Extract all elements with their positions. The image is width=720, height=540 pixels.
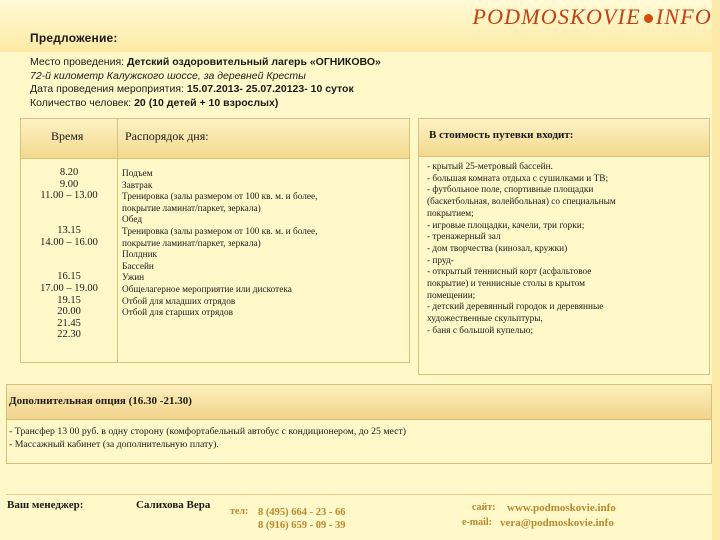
- activity-line: Ужин: [122, 273, 145, 284]
- time-cell: 16.15: [57, 271, 81, 283]
- people-line: [30, 97, 381, 111]
- address-line: 72-й километр Калужского шоссе, за деревней Кресты: [30, 69, 306, 82]
- activity-line: Подъем: [122, 169, 153, 179]
- logo-text-right: INFO: [655, 4, 712, 29]
- schedule-table: [20, 118, 410, 363]
- phone-label: тел:: [230, 506, 249, 517]
- event-info: [30, 56, 381, 110]
- time-cell: 17.00 – 19.00: [40, 282, 98, 294]
- activity-line: покрытие ламинат/паркет, зеркала): [122, 203, 261, 214]
- right-edge-band: [712, 0, 720, 540]
- time-cell: 9.00: [59, 178, 79, 190]
- time-cell: 8.20: [59, 167, 79, 178]
- site-link[interactable]: www.podmoskovie.info: [507, 502, 616, 514]
- activity-line: Завтрак: [122, 180, 153, 191]
- option-box: [6, 384, 712, 464]
- time-cell: 22.30: [57, 329, 81, 341]
- included-item: - тренажерный зал: [427, 232, 501, 243]
- activity-line: покрытие ламинат/паркет, зеркала): [122, 238, 261, 249]
- included-table: [418, 118, 710, 375]
- date-label: Дата проведения мероприятия:: [30, 83, 184, 95]
- included-item: - игровые площадки, качели, три горки;: [427, 220, 585, 231]
- time-cell: 13.15: [57, 224, 81, 236]
- option-item: - Массажный кабинет (за дополнительную плату).: [9, 438, 219, 450]
- activity-line: Бассейн: [122, 261, 154, 272]
- schedule-divider: [117, 119, 118, 362]
- included-item: - большая комната отдыха с сушилками и ТВ;: [427, 173, 609, 184]
- manager-label: Ваш менеджер:: [7, 499, 84, 511]
- included-item: покрытие) и теннисные столы в крытом: [427, 279, 586, 290]
- page-title: Предложение:: [30, 31, 118, 45]
- time-cell: [21, 248, 117, 260]
- included-item: - дом творчества (кинозал, кружки): [427, 243, 568, 254]
- plan-header: Распорядок дня:: [125, 129, 209, 143]
- activity-column: [122, 169, 407, 320]
- included-item: - баня с большой купелью;: [427, 325, 534, 336]
- place-value: Детский оздоровительный лагерь «ОГНИКОВО»: [127, 56, 381, 68]
- time-cell: 19.15: [57, 294, 81, 306]
- place-label: Место проведения:: [30, 56, 125, 68]
- time-column: [21, 167, 117, 341]
- time-cell: 11.00 – 13.00: [40, 190, 98, 202]
- activity-line: Тренировка (залы размером от 100 кв. м. и более,: [122, 192, 318, 203]
- people-label: Количество человек:: [30, 96, 132, 109]
- manager-name: Салихова Вера: [136, 499, 211, 511]
- footer: [0, 488, 720, 540]
- option-title: Дополнительная опция (16.30 -21.30): [9, 395, 192, 407]
- time-cell: 14.00 – 16.00: [40, 236, 98, 248]
- included-item: - детский деревянный городок и деревянные: [427, 302, 604, 313]
- time-cell: [21, 202, 117, 214]
- footer-divider: [6, 494, 712, 495]
- time-cell: [21, 213, 117, 225]
- email-link[interactable]: vera@podmoskovie.info: [500, 517, 614, 529]
- activity-line: Полдник: [122, 250, 158, 261]
- time-cell: 21.45: [57, 317, 81, 329]
- option-item: - Трансфер 13 00 руб. в одну сторону (комфортабельный автобус с кондиционером, до 25 мест): [9, 426, 407, 437]
- time-cell: 20.00: [57, 306, 81, 318]
- time-cell: [21, 260, 117, 272]
- included-item: помещении;: [427, 290, 476, 301]
- activity-line: Отбой для старших отрядов: [122, 308, 234, 319]
- date-line: [30, 83, 381, 97]
- included-item: - пруд-: [427, 255, 454, 266]
- option-list: [9, 426, 406, 452]
- included-item: - открытый теннисный корт (асфальтовое: [427, 267, 592, 278]
- activity-line: Отбой для младших отрядов: [122, 296, 236, 307]
- phone-numbers: [258, 506, 346, 532]
- people-value: 20 (10 детей + 10 взрослых): [134, 96, 279, 109]
- date-value: 15.07.2013- 25.07.20123- 10 суток: [186, 83, 354, 95]
- logo: [472, 4, 712, 30]
- included-item: - футбольное поле, спортивные площадки: [427, 185, 594, 196]
- logo-text-left: PODMOSKOVIE: [472, 4, 641, 29]
- time-header: Время: [51, 129, 84, 143]
- included-item: покрытием;: [427, 208, 474, 219]
- included-item: (баскетбольная, волейбольная) со специальным: [427, 197, 616, 208]
- included-title: В стоимость путевки входит:: [429, 129, 574, 141]
- activity-line: Обед: [122, 215, 143, 226]
- included-list: [427, 162, 709, 338]
- activity-line: Общелагерное мероприятие или дискотека: [122, 284, 292, 295]
- phone-1[interactable]: 8 (495) 664 - 23 - 66: [258, 507, 346, 518]
- included-item: - крытый 25-метровый бассейн.: [427, 162, 553, 172]
- site-label: сайт:: [472, 502, 496, 513]
- phone-2[interactable]: 8 (916) 659 - 09 - 39: [258, 520, 346, 531]
- included-item: художественные скульптуры,: [427, 314, 543, 325]
- activity-line: Тренировка (залы размером от 100 кв. м. и более,: [122, 226, 318, 237]
- logo-dot-icon: [644, 14, 653, 23]
- place-line: [30, 56, 381, 70]
- email-label: e-mail:: [462, 517, 492, 528]
